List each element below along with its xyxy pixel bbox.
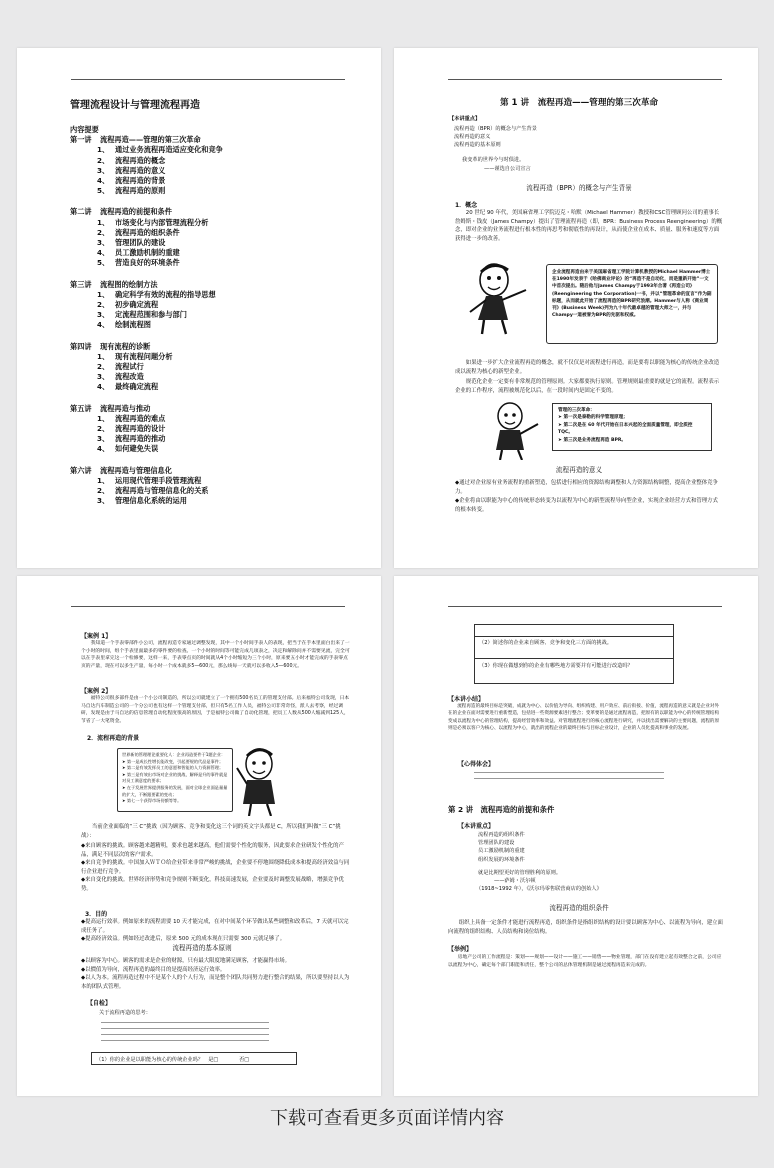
self-check-prompt: 关于流程再造的思考： xyxy=(99,1010,151,1016)
toc-item xyxy=(70,176,290,186)
toc-lecture xyxy=(70,404,290,414)
toc-item xyxy=(70,352,290,362)
toc-lecture-number: 第一讲 xyxy=(70,135,92,145)
callout-line: ➤ 第一是成长性增长能改变，引起要规的代品是事件； xyxy=(122,758,224,764)
toc-lecture-number: 第四讲 xyxy=(70,341,92,351)
callout-line: ➤ 第三是有效出市场对企业的挑战，解释是升的事件就是对员工满意度的要求； xyxy=(122,771,228,784)
header-rule xyxy=(448,79,722,80)
concept-label: 1．概念 xyxy=(455,202,478,209)
toc-lecture-number: 第二讲 xyxy=(70,207,92,217)
toc-lecture xyxy=(70,280,290,290)
toc-item-title: 流程再造与管理信息化的关系 xyxy=(115,486,209,496)
toc-lecture xyxy=(70,207,290,217)
toc-item xyxy=(70,414,290,424)
summary-label: 【本讲小结】 xyxy=(448,696,485,703)
document-page-4 xyxy=(394,576,758,1096)
key-point: 流程再造的基本原则 xyxy=(454,142,501,149)
toc-item-number: 3、 xyxy=(97,434,110,444)
toc-item-title: 流程再造的推动 xyxy=(115,434,166,444)
cartoon-figure-icon xyxy=(464,260,532,336)
toc-item xyxy=(70,424,290,434)
toc-item-number: 2、 xyxy=(97,486,110,496)
toc-item-title: 营造良好的环境条件 xyxy=(115,258,180,268)
toc-item-number: 1、 xyxy=(97,145,110,155)
toc-item-number: 3、 xyxy=(97,372,110,382)
toc-item xyxy=(70,145,290,155)
toc-item xyxy=(70,166,290,176)
toc-item xyxy=(70,218,290,228)
key-points-label: 【本讲重点】 xyxy=(458,823,495,830)
toc-item-number: 1、 xyxy=(97,351,110,361)
callout-item: ➤ 第三次是业务流程再造 BPR。 xyxy=(558,437,626,443)
toc-item-title: 确定科学有效的流程的指导思想 xyxy=(115,289,216,299)
toc-lecture-title: 现有流程的诊断 xyxy=(100,341,151,351)
toc-lecture xyxy=(70,135,290,145)
toc-item-title: 流程再造的组织条件 xyxy=(115,227,180,237)
toc-gap xyxy=(70,331,290,342)
key-points-list xyxy=(454,125,537,150)
toc-item-number: 5、 xyxy=(97,186,110,196)
self-check-label: 【自检】 xyxy=(87,1000,112,1007)
example-label: 【举例】 xyxy=(448,946,473,953)
toc-item-number: 4、 xyxy=(97,248,110,258)
toc-item-title: 最终确定流程 xyxy=(115,382,159,392)
header-rule xyxy=(71,79,345,80)
purpose-list xyxy=(81,918,351,944)
toc-gap xyxy=(70,196,290,207)
toc-lecture-number: 第五讲 xyxy=(70,403,92,413)
toc-item-title: 流程再造的设计 xyxy=(115,424,166,434)
meaning-item: ◆企业将由以职能为中心的传统形态转变为以流程为中心的新型流程导向型企业，实现企业经营方式和管理方式的根本转变。 xyxy=(455,498,718,513)
toc-item xyxy=(70,310,290,320)
toc-item xyxy=(70,300,290,310)
toc-item-number: 2、 xyxy=(97,300,110,310)
toc-item-title: 管理团队的建设 xyxy=(115,238,166,248)
toc-item xyxy=(70,486,290,496)
toc-item-title: 如何避免失误 xyxy=(115,444,159,454)
question-row: （3）你现在做想到你的企业有哪些地方需要并有可能进行改造吗？ xyxy=(479,663,633,669)
background-label: 2．流程再造的背景 xyxy=(87,735,140,742)
section-title: 流程再造的组织条件 xyxy=(549,904,609,912)
quote: 就是比期望更好的管理胜利的原则。 xyxy=(478,870,562,876)
toc-lecture-title: 流程再造与推动 xyxy=(100,403,151,413)
cartoon-figure-icon xyxy=(484,400,540,460)
toc-item-number: 4、 xyxy=(97,176,110,186)
toc-item xyxy=(70,156,290,166)
toc-item-number: 3、 xyxy=(97,496,110,506)
notes-lines xyxy=(474,772,664,784)
key-point: 管理团队的建设 xyxy=(478,840,515,847)
principle-item: ◆以價值为导向，流程再造的最终目的是提高经济运行效率。 xyxy=(81,966,226,973)
toc-lecture-title: 流程再造与管理信息化 xyxy=(100,465,172,475)
toc-heading: 内容提要 xyxy=(70,125,99,134)
callout-line: ➤ 在于发展世界提供服务的发展，面对全球企业面是量量的扩大，不断跟要素的变动； xyxy=(122,784,228,797)
toc-item-number: 1、 xyxy=(97,413,110,423)
toc-lecture xyxy=(70,466,290,476)
callout-item: ➤ 第二次是在 60 年代开始在日本兴起的全面质量管理，即全质控TQC。 xyxy=(558,422,693,436)
toc-item-title: 管理信息化系统的运用 xyxy=(115,496,187,506)
summary-text: 流程再造的最终目标是突破，成就为中心、以价值为导向、组织构建、用户效应、前后衔接、价值，流程再造的意义就是企业对外在的企业在面对需要进行重新塑造，包括进一些资源要素进行整合；变革要的是通过流程再造，把原有的以职能为中心的传统管理结构变成以流程为中心的管理结构，提高经营效率和效益。对管理流程进行的核心流程进行研究，并以找出需要解决的主要问题，流程的原则是必须以客户为核心、以流程为中心，就出的流程企业的最终目标与目标企业设计，企业的人员化提高和事业的发展。 xyxy=(448,704,720,732)
case-label: 【案例 1】 xyxy=(81,633,112,640)
document-page-2 xyxy=(394,48,758,568)
document-page-1 xyxy=(17,48,381,568)
toc-item-title: 市场变化与内部管理流程分析 xyxy=(115,217,209,227)
toc-item-title: 现有流程问题分析 xyxy=(115,351,173,361)
toc-item-number: 2、 xyxy=(97,227,110,237)
toc-item-number: 1、 xyxy=(97,475,110,485)
callout-line: ➤ 第二是有效发挥员工的意愿和智能的人力资源管理； xyxy=(122,765,224,771)
toc-item-number: 3、 xyxy=(97,165,110,175)
case-text: 我知道一个手表零部件小公司，流程再造专家通过调整发现，其中一个小时间手表人的表现，把当于在手本里面白出来了一个小时的时间，组个手表里面最多的零件要的检查。一个小时的时间等可能完成几项表之，决定和解除问并不需要见流，完全可以在手表里拿完这一个检修要，这样一来，手表零点页的时间就从4个小时缩短为三个小时，原来要五小时才能完成的手表零点页的产量，现在可以多生产量，每小时一个成本就多5—600元，那么线每一天就可以多收入5—600元。 xyxy=(81,641,350,669)
toc-gap xyxy=(70,455,290,466)
quote-detail: （1918~1992 年），《沃尔玛零售联营商店的创始人》 xyxy=(476,886,602,892)
toc-item-title: 初步确定流程 xyxy=(115,300,159,310)
paragraph: 规范化企业一定要有非常规范的管理原则。大家都要执行原则。管理规则最重要的就是它的流程。流程表示企业的工作程序，流程被规范化以后，在一段时间内是固定不变的。 xyxy=(455,379,720,394)
key-point: 流程再造（BPR）的概念与产生背景 xyxy=(454,126,537,132)
quote: 我变革的世界今与时俱进。 xyxy=(462,157,525,163)
toc-item-number: 5、 xyxy=(97,258,110,268)
toc-item-title: 绘制流程图 xyxy=(115,320,151,330)
key-point: 组织发展的环境条件 xyxy=(478,856,525,863)
toc-item-number: 2、 xyxy=(97,155,110,165)
toc-item-number: 1、 xyxy=(97,217,110,227)
toc-lecture-title: 流程再造的前提和条件 xyxy=(100,207,172,217)
toc-item-title: 定流程范围和参与部门 xyxy=(115,310,187,320)
bullet-item: ◆来自竞争的挑战。中国加入ＷＴＯ给企业带来非常严峻的挑战，企业要不停地围绕降低成本和提高经济效益与同行企业进行竞争。 xyxy=(81,860,350,875)
toc-item-title: 流程再造的原则 xyxy=(115,186,166,196)
callout-line: 世界新的管理理论重要化人：企业再造要件于1题企业： xyxy=(122,752,226,757)
toc-item-number: 1、 xyxy=(97,289,110,299)
lecture-title: 第 1 讲 流程再造——管理的第三次革命 xyxy=(499,98,659,108)
paragraph: 如果进一步扩大企业流程再造的概念，就不仅仅是对流程进行再造，而是要将以职能为核心的传统企业改造成以流程为核心的新型企业。 xyxy=(455,360,720,375)
question-table xyxy=(474,624,674,684)
bullet-list xyxy=(81,842,351,893)
toc-item xyxy=(70,362,290,372)
toc-item-number: 2、 xyxy=(97,362,110,372)
toc-item-number: 4、 xyxy=(97,320,110,330)
notes-label: 【心得体会】 xyxy=(458,761,495,768)
key-point: 流程再造的意义 xyxy=(454,134,491,141)
concept-paragraph: 20 世纪 90 年代，美国麻省理工学院迈克・哈默（Michael Hammer）教授和CSC管理顾问公司的董事长詹姆斯・钱皮（James Champy）提出了管理流程再造（即，BPR：Business Process Reengineering）的概念，即对企业的业务流程进行根本性的再思考和彻底性的再设计，从而使企业在成本、质量、服务和速度等方面获得进一步的改善。 xyxy=(455,210,723,242)
principle-item: ◆以顾客为中心。顾客的需求是企业的财源，只有最大限度地满足顾客，才能赢得市场。 xyxy=(81,958,290,964)
toc-item-title: 流程再造的概念 xyxy=(115,155,166,165)
question-row: （2）简述你的企业来自顾客、竞争和变化三方面的挑战。 xyxy=(475,637,673,659)
toc-item xyxy=(70,228,290,238)
toc-item-number: 3、 xyxy=(97,238,110,248)
quote-source: ——谨选自公司宣言 xyxy=(484,166,531,172)
toc-body xyxy=(70,135,290,506)
toc-lecture-number: 第三讲 xyxy=(70,279,92,289)
toc-item-number: 3、 xyxy=(97,310,110,320)
principle-item: ◆以人为本。流程再造过程中不是某个人的个人行为，而是整个团队共同努力进行整合的结果，所以要坚持以人为本的团队式管理。 xyxy=(81,975,350,990)
section-title: 流程再造（BPR）的概念与产生背景 xyxy=(526,184,632,192)
case-label: 【案例 2】 xyxy=(81,688,112,695)
key-points-label: 【本讲重点】 xyxy=(449,116,481,122)
toc-item-title: 员工激励机制的重建 xyxy=(115,248,180,258)
example-text: 房地产公司的工作流程是：策划——规划——设计——施工——销售——物业管理，部门在没有建立起有效整合之前，公司应以流程为中心，确定每个部门职能和责任，整个公司的总体管理机制是通过流程再造来完成的。 xyxy=(448,955,722,968)
callout-box-revolutions xyxy=(552,403,712,451)
toc-item xyxy=(70,248,290,258)
toc-lecture-title: 流程再造——管理的第三次革命 xyxy=(100,135,201,145)
paragraph: 当前企业面临的“三 C”挑战（因为顾客、竞争和变化这三个词的英文字头都是 C，所以我们叫做“三 C”挑战）： xyxy=(81,824,341,839)
toc-item xyxy=(70,186,290,196)
purpose-label: 3．目的 xyxy=(85,911,108,918)
toc-item xyxy=(70,382,290,392)
key-point: 流程再造的组织条件 xyxy=(478,832,525,838)
header-rule xyxy=(71,606,345,607)
lecture-title: 第 2 讲 流程再造的前提和条件 xyxy=(448,805,555,814)
toc-item xyxy=(70,372,290,382)
quote-source: ——萨姆・沃尔顿 xyxy=(494,878,536,884)
section-title: 流程再造的基本原则 xyxy=(172,944,232,952)
callout-line: ➤ 第七一个获得市场份额等等。 xyxy=(122,798,182,804)
document-title: 管理流程设计与管理流程再造 xyxy=(70,100,200,111)
purpose-item: ◆提高经济效益。例如经过改进后，原来 500 元的成本现在只需要 300 元就足够了。 xyxy=(81,936,286,942)
toc-item xyxy=(70,434,290,444)
meaning-item: ◆通过对企业原有业务流程的重新塑造，包括进行相应的资源结构调整和人力资源结构调整，提高企业整体竞争力。 xyxy=(455,480,718,495)
paragraph: 组织上具备一定条件才能进行流程再造，组织条件是指组织结构的设计要以顾客为中心、以流程为导向，建立面向流程的组织结构、人员结构和岗位结构。 xyxy=(448,920,723,935)
toc-item-number: 2、 xyxy=(97,424,110,434)
toc-item-number: 4、 xyxy=(97,382,110,392)
toc-item xyxy=(70,320,290,330)
toc-item xyxy=(70,476,290,486)
principles-list xyxy=(81,957,351,991)
toc-item-title: 流程再造的难点 xyxy=(115,413,166,423)
callout-title: 管理的三次革命： xyxy=(558,408,595,413)
toc-gap xyxy=(70,393,290,404)
toc-item-title: 流程再造的背景 xyxy=(115,176,166,186)
callout-box xyxy=(117,748,233,812)
key-points-list xyxy=(478,831,525,864)
document-page-3 xyxy=(17,576,381,1096)
toc-gap xyxy=(70,269,290,280)
cartoon-figure-icon xyxy=(235,746,287,816)
toc-item xyxy=(70,238,290,248)
bullet-item: ◆来自变化的挑战。世界经济形势和竞争规则不断变化，科技高速发展，企业要及时调整发展战略，增强竞争优势。 xyxy=(81,877,344,892)
header-rule xyxy=(448,606,722,607)
toc-lecture xyxy=(70,342,290,352)
toc-item-title: 运用现代管理手段管理流程 xyxy=(115,475,202,485)
toc-item-title: 流程改造 xyxy=(115,372,144,382)
table-of-contents xyxy=(70,125,290,507)
answer-lines xyxy=(101,1022,269,1046)
toc-item-title: 流程再造的意义 xyxy=(115,165,166,175)
toc-item xyxy=(70,258,290,268)
question-row: （1）你的企业是以职能为核心的传统企业吗？ 是□ 否□ xyxy=(91,1052,297,1065)
toc-lecture-title: 流程图的绘制方法 xyxy=(100,279,158,289)
toc-item-number: 4、 xyxy=(97,444,110,454)
key-point: 员工激励机制的重建 xyxy=(478,848,525,855)
toc-item-title: 流程试行 xyxy=(115,362,144,372)
toc-item xyxy=(70,290,290,300)
download-more-caption[interactable]: 下载可查看更多页面详情内容 xyxy=(270,1108,504,1129)
case-text: 福特公司很多部件是由一个小公司制造的，所以公司就建立了一个拥有500名员工的管理支付部。后来福特公司发现，日本马自达汽车制造公司的一个分公司也有这样一个管理支付部，但只有5名工作人员，福特公司非常奇怪，派人去考察，经过调研，发现是由于马自达的信息管理自动化程度很高的原因，于是福特公司做了自动化管理，把员工人数从500人缩减到125人，节省了一大笔资金。 xyxy=(81,696,350,724)
toc-item-title: 通过业务流程再造适应变化和竞争 xyxy=(115,145,223,155)
toc-item xyxy=(70,444,290,454)
callout-item: ➤ 第一次是泰勒的科学管理原理； xyxy=(558,415,628,421)
section-title: 流程再造的意义 xyxy=(555,466,603,474)
purpose-item: ◆提高运行效率。例如原来的流程需要 10 天才能完成，在对中间某个环节做出某些调整和改革后，7 天就可以完成任务了。 xyxy=(81,919,349,934)
toc-item xyxy=(70,496,290,506)
callout-box: 企业流程再造由来于美国麻省理工学院计算机教授的Michael Hammer博士在1990年发表于《哈佛商业评论》的“再造不是自动化，而是重新开始”一文中首次提出。随后他与James Champy于1993年合著《再造公司》(Reengineering the Corporation)一书，并以“管理革命的宣言”作为副标题，从而就此开始了流程再造的BPR研究浪潮。Hammer与人称《商业周刊》(Business Week)列为九十年代最卓越的管理大师之一，并与Champy一道被誉为BPR的先驱和权威。 xyxy=(546,264,718,344)
toc-lecture-number: 第六讲 xyxy=(70,465,92,475)
bullet-item: ◆来自顾客的挑战。顾客越来越精明，要求也越来越高，他们需要个性化的服务，因此要求企业研发个性化的产品，满足不同层次的客户需求。 xyxy=(81,843,344,858)
